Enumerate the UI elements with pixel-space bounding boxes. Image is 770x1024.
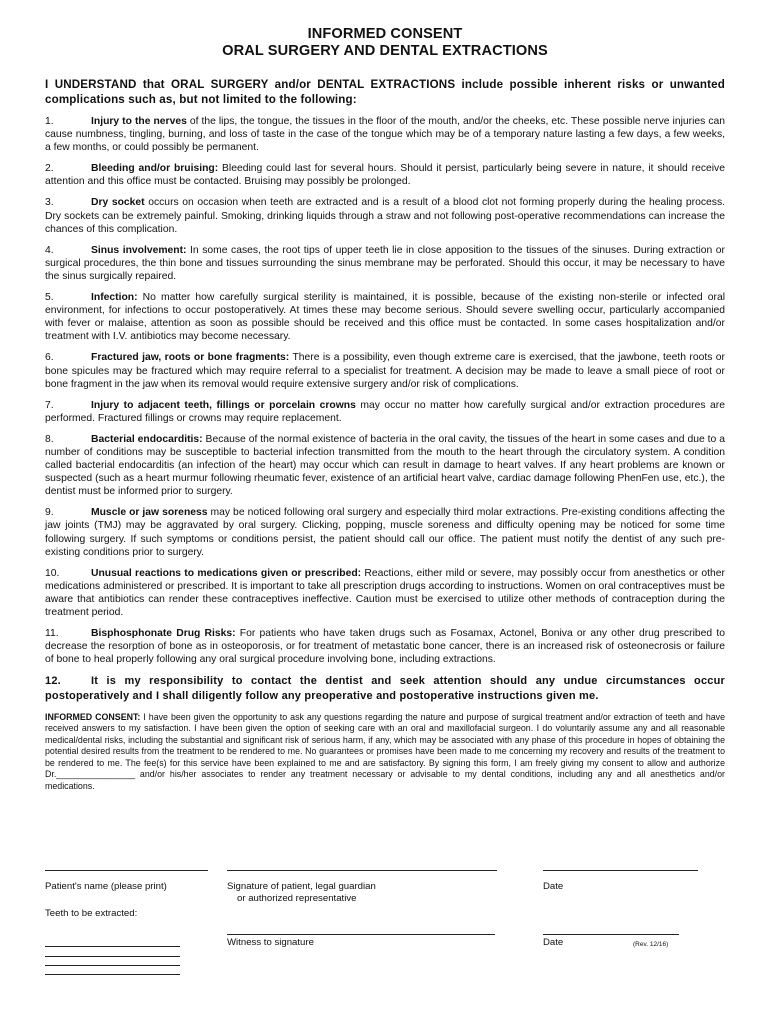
signature-block xyxy=(45,870,725,980)
item-heading: Injury to the nerves xyxy=(91,116,187,127)
date-label-2: Date xyxy=(543,937,564,948)
risk-item xyxy=(45,433,725,498)
form-title xyxy=(45,26,725,60)
item-heading: Bacterial endocarditis: xyxy=(91,433,203,445)
item-number: 1. xyxy=(45,116,54,127)
item-heading: Injury to adjacent teeth, fillings or porcelain crowns xyxy=(91,399,356,411)
title-line-2: ORAL SURGERY AND DENTAL EXTRACTIONS xyxy=(222,43,548,59)
teeth-line-2[interactable] xyxy=(45,956,180,957)
risk-item xyxy=(45,567,725,619)
item-heading: Bleeding and/or bruising: xyxy=(91,163,219,175)
item-heading: Fractured jaw, roots or bone fragments: xyxy=(91,352,290,364)
signature-label-2: or authorized representative xyxy=(237,893,357,904)
risk-item xyxy=(45,399,725,425)
date-line-1[interactable] xyxy=(543,870,698,871)
item-heading: Bisphosphonate Drug Risks: xyxy=(91,628,236,640)
risk-item xyxy=(45,162,725,188)
witness-line[interactable] xyxy=(227,934,495,935)
item-text: of the lips, the tongue, the tissues in the floor of the mouth, and/or the cheeks, etc. These possible nerve injuries can cause numbness, tingling, burning, and loss of taste in the case of the tongue which may be of a temporary nature lasting a few days, a few weeks, a few months, or could possibly be permanent. xyxy=(45,116,725,154)
risk-item xyxy=(45,115,725,154)
item-number: 7. xyxy=(45,399,54,411)
item-number: 2. xyxy=(45,163,54,175)
title-line-1: INFORMED CONSENT xyxy=(307,26,463,42)
item-number: 10. xyxy=(45,567,60,579)
item-text: may be noticed following oral surgery and especially third molar extractions. Pre-existing conditions affecting the jaw joints (TMJ) may be aggravated by oral surgery. Clicking, popping, muscle soreness and difficulty opening may be noticed for some time following surgery. If such symptoms or conditions persist, the patient should call our office. The patient must notify the dentist of any such pre-existing conditions prior to surgery. xyxy=(45,507,725,558)
signature-label: Signature of patient, legal guardian xyxy=(227,881,376,892)
teeth-label: Teeth to be extracted: xyxy=(45,908,138,919)
item-heading: Sinus involvement: xyxy=(91,244,187,256)
intro-statement: I UNDERSTAND that ORAL SURGERY and/or DENTAL EXTRACTIONS include possible inherent risks or unwanted complications such as, but not limited to the following: xyxy=(45,78,725,106)
item-text: For patients who have taken drugs such as Fosamax, Actonel, Boniva or any other drug prescribed to decrease the resorption of bone as in osteoporosis, or for treatment of metastatic bone cancer, there is an increased risk of osteonecrosis or failure of bone to heal properly following any oral surgical procedure involving bone, including extractions. xyxy=(45,628,725,666)
risk-list xyxy=(45,115,725,703)
item-text: Reactions, either mild or severe, may possibly occur from anesthetics or other medications administered or prescribed. It is important to take all prescription drugs according to instructions. Women on oral contraceptives must be aware that antibiotics can render these contraceptives ineffective. Caution must be exercised to utilize other methods of contraception during the treatment period. xyxy=(45,567,725,618)
patient-name-line[interactable] xyxy=(45,870,208,871)
consent-text: I have been given the opportunity to ask any questions regarding the nature and purpose of surgical treatment and/or extraction of teeth and have received answers to my satisfaction. I have been given the option of seeking care with an oral and maxillofacial surgeon. I do voluntarily assume any and all reasonable medical/dental risks, including the substantial and significant risk of serious harm, if any, which may be associated with any phase of this procedure in hopes of obtaining the potential desired results from the treatment to be rendered to me. No guarantees or promises have been made to me concerning my recovery and results of the treatment to be rendered to me. The fee(s) for this service have been explained to me and are satisfactory. By signing this form, I am freely giving my consent to allow and authorize Dr.________________ and/or his/her associates to render any treatment necessary or advisable to my dental conditions, including any and all anesthetics and/or medications. xyxy=(45,711,725,791)
signature-line[interactable] xyxy=(227,870,497,871)
risk-item xyxy=(45,351,725,390)
consent-form xyxy=(45,26,725,792)
item-number: 8. xyxy=(45,433,54,445)
responsibility-item xyxy=(45,674,725,702)
revision-label: (Rev. 12/16) xyxy=(633,941,669,948)
item-number: 6. xyxy=(45,352,54,364)
item-number: 4. xyxy=(45,244,54,256)
risk-item xyxy=(45,506,725,558)
item-heading: Muscle or jaw soreness xyxy=(91,507,208,519)
item-text: In some cases, the root tips of upper teeth lie in close apposition to the tissues of the sinuses. During extraction or surgical procedures, the thin bone and tissues surrounding the sinus membrane may be perforated. Should this occur, it may be necessary to have the sinus surgically repaired. xyxy=(45,244,726,282)
item-text: may occur no matter how carefully surgical and/or extraction procedures are performed. Fractured fillings or crowns may require replacement. xyxy=(45,399,725,424)
item-number: 11. xyxy=(45,628,59,640)
risk-item xyxy=(45,244,725,283)
risk-item xyxy=(45,196,725,235)
risk-item xyxy=(45,627,725,666)
item-heading: Unusual reactions to medications given or prescribed: xyxy=(91,567,362,579)
informed-consent-paragraph xyxy=(45,712,725,793)
item-number: 9. xyxy=(45,507,54,519)
item-number: 3. xyxy=(45,197,54,209)
item-text: Bleeding could last for several hours. Should it persist, particularly being severe in nature, it should receive attention and this office must be contacted. Bruising may possibly be prolonged. xyxy=(45,163,725,188)
teeth-line-3[interactable] xyxy=(45,965,180,966)
item-number: 5. xyxy=(45,292,54,304)
date-line-2[interactable] xyxy=(543,934,679,935)
item-text: occurs on occasion when teeth are extracted and is a result of a blood clot not forming properly during the healing process. Dry sockets can be extremely painful. Smoking, drinking liquids through a straw and not following post-operative recommendations can increase the chances of this complication. xyxy=(45,197,725,235)
item-heading: Infection: xyxy=(91,292,138,304)
item-heading: Dry socket xyxy=(91,197,145,209)
item-text: It is my responsibility to contact the dentist and seek attention should any undue circumstances occur postoperatively and I shall diligently follow any preoperative and postoperative instructions given me. xyxy=(45,675,725,702)
consent-heading: INFORMED CONSENT: xyxy=(45,711,141,722)
witness-label: Witness to signature xyxy=(227,937,314,948)
teeth-line-1[interactable] xyxy=(45,946,180,947)
patient-name-label: Patient's name (please print) xyxy=(45,881,167,892)
item-text: There is a possibility, even though extreme care is exercised, that the jawbone, teeth roots or bone spicules may be fractured which may require referral to a specialist for treatment. A decision may be made to leave a small piece of root or bone fragment in the jaw when its removal would require extensive surgery and/or risk of complications. xyxy=(45,352,726,390)
teeth-line-4[interactable] xyxy=(45,974,180,975)
item-text: Because of the normal existence of bacteria in the oral cavity, the tissues of the heart in some cases and due to a number of conditions may be susceptible to bacterial infection transmitted from the mouth to the heart through the circulatory system. A condition called bacterial endocarditis (an infection of the heart) may occur which can result in damage to heart valves. If any heart problems are known or suspected (such as a heart murmur following rheumatic fever, existence of an artificial heart valve, cardiac damage following PhenFen use, etc.), the dentist must be informed prior to surgery. xyxy=(45,433,725,498)
risk-item xyxy=(45,291,725,343)
item-text: No matter how carefully surgical sterility is maintained, it is possible, because of the existing non-sterile or infected oral environment, for infections to occur postoperatively. At times these may become serious. Should severe swelling occur, particularly accompanied with fever or malaise, attention as soon as possible should be received and this office must be contacted. In some cases hospitalization and/or treatment with I.V. antibiotics may become necessary. xyxy=(45,292,725,343)
date-label-1: Date xyxy=(543,881,564,892)
item-number: 12. xyxy=(45,675,61,688)
